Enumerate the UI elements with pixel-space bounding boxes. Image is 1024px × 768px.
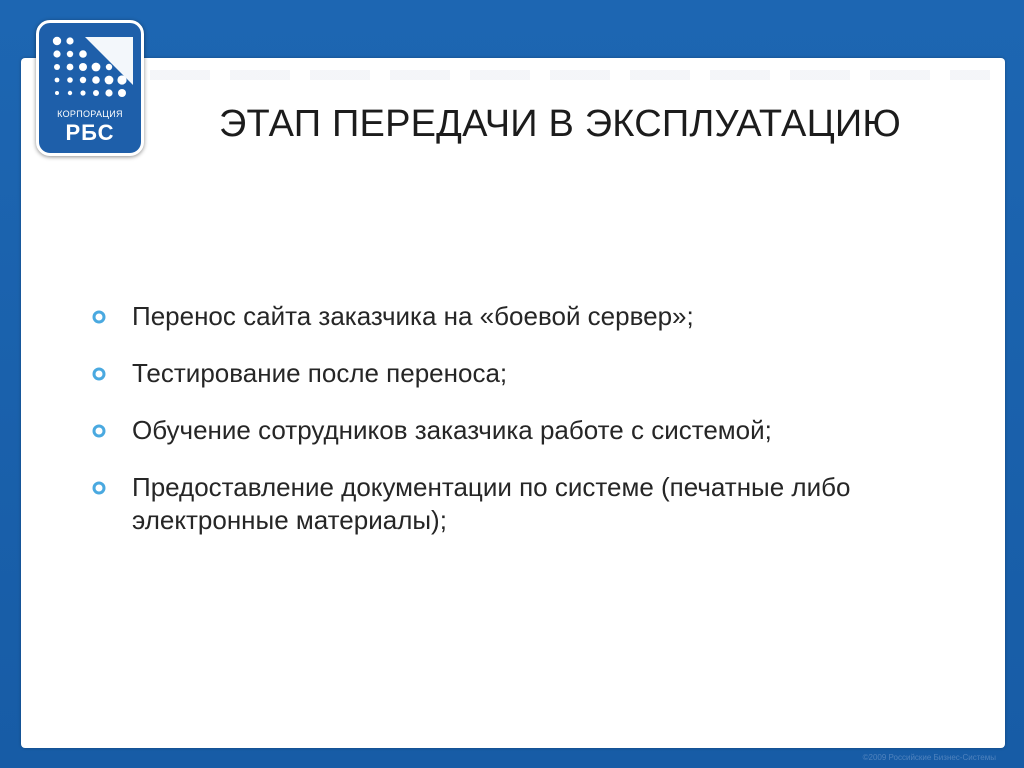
bullet-ring-icon — [92, 481, 106, 495]
bullet-list — [90, 300, 950, 561]
slide-title: ЭТАП ПЕРЕДАЧИ В ЭКСПЛУАТАЦИЮ — [218, 103, 901, 145]
bullet-text: Обучение сотрудников заказчика работе с системой; — [132, 415, 772, 445]
logo-top-text: КОРПОРАЦИЯ — [57, 109, 123, 119]
bullet-ring-icon — [92, 424, 106, 438]
list-item — [90, 300, 950, 333]
bullet-ring-icon — [92, 310, 106, 324]
bullet-text: Предоставление документации по системе (печатные либо электронные материалы); — [132, 472, 851, 535]
list-item — [90, 357, 950, 390]
bullet-text: Перенос сайта заказчика на «боевой сервер»; — [132, 301, 694, 331]
bullet-text: Тестирование после переноса; — [132, 358, 508, 388]
list-item — [90, 471, 950, 537]
watermark-band — [150, 70, 990, 80]
logo-brand-text: РБС — [65, 120, 115, 145]
list-item — [90, 414, 950, 447]
bullet-ring-icon — [92, 367, 106, 381]
footer-copyright: ©2009 Российские Бизнес-Системы — [862, 753, 996, 762]
company-logo — [36, 20, 144, 156]
